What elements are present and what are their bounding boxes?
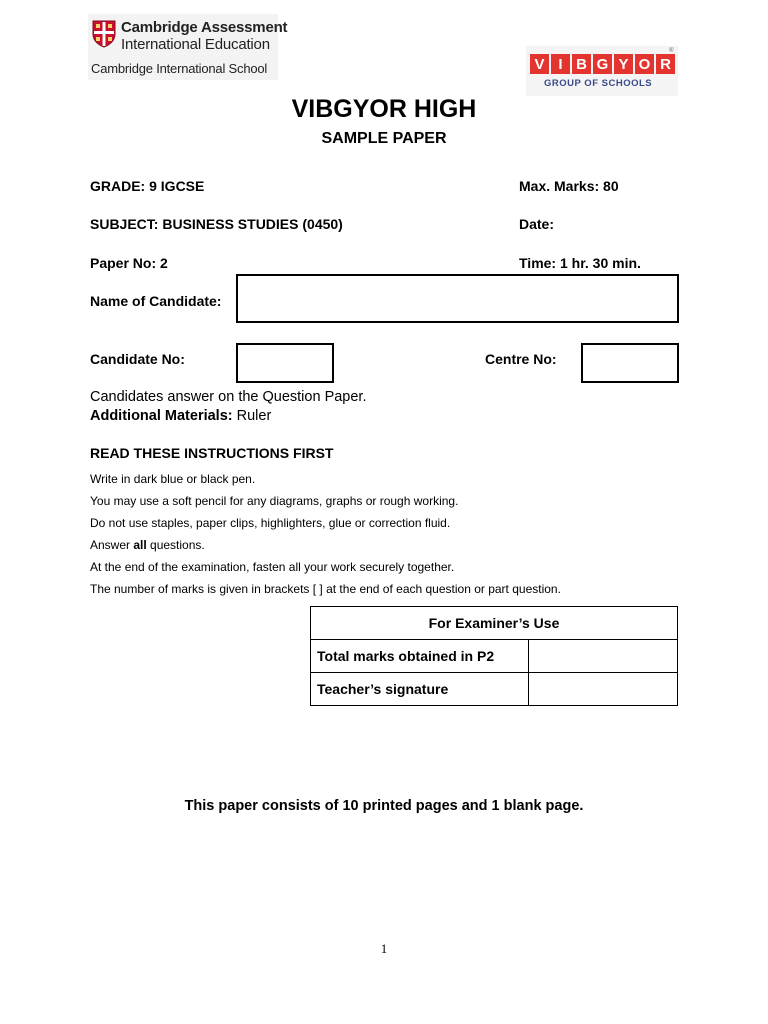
cambridge-logo <box>88 14 288 80</box>
page-title: VIBGYOR HIGH <box>291 95 477 123</box>
cambridge-logo-line3: Cambridge International School <box>91 61 268 76</box>
vibgyor-letter: I <box>551 54 570 74</box>
subject-label: SUBJECT: BUSINESS STUDIES (0450) <box>90 216 343 232</box>
vibgyor-letter: Y <box>614 54 633 74</box>
additional-materials-value: Ruler <box>232 408 272 424</box>
candidate-name-label: Name of Candidate: <box>90 293 222 309</box>
cambridge-logo-line2: International Education <box>121 36 270 53</box>
vibgyor-tagline: GROUP OF SCHOOLS <box>544 78 653 89</box>
paper-no-label: Paper No: 2 <box>90 255 168 271</box>
instruction-item: Write in dark blue or black pen. <box>90 472 256 486</box>
instructions-heading: READ THESE INSTRUCTIONS FIRST <box>90 445 334 461</box>
cambridge-logo-line1: Cambridge Assessment <box>121 19 288 36</box>
candidate-name-box[interactable] <box>236 274 679 323</box>
time-label: Time: 1 hr. 30 min. <box>519 255 641 271</box>
max-marks-label: Max. Marks: 80 <box>519 178 619 194</box>
teacher-signature-label: Teacher’s signature <box>311 673 529 706</box>
table-row <box>311 673 678 706</box>
instruction-answer-pre: Answer <box>90 538 134 552</box>
instruction-answer-post: questions. <box>146 538 205 552</box>
teacher-signature-cell[interactable] <box>529 673 678 706</box>
grade-label: GRADE: 9 IGCSE <box>90 178 205 194</box>
instruction-answer-all: all <box>133 538 147 552</box>
vibgyor-letter: V <box>530 54 549 74</box>
page-number: 1 <box>380 941 388 956</box>
answer-on-paper-text: Candidates answer on the Question Paper. <box>90 389 367 405</box>
instruction-item <box>90 538 205 552</box>
candidate-no-box[interactable] <box>236 343 334 383</box>
page-subtitle: SAMPLE PAPER <box>321 130 447 147</box>
vibgyor-letters <box>530 54 675 74</box>
vibgyor-letter: G <box>593 54 612 74</box>
table-row <box>311 640 678 673</box>
vibgyor-logo <box>526 46 678 96</box>
cambridge-crest-icon <box>92 20 116 48</box>
total-marks-cell[interactable] <box>529 640 678 673</box>
instruction-item: Do not use staples, paper clips, highlighters, glue or correction fluid. <box>90 516 451 530</box>
instruction-item: At the end of the examination, fasten all your work securely together. <box>90 560 455 574</box>
centre-no-label: Centre No: <box>485 351 557 367</box>
date-label: Date: <box>519 216 555 232</box>
vibgyor-letter: B <box>572 54 591 74</box>
centre-no-box[interactable] <box>581 343 679 383</box>
examiner-use-table <box>310 606 678 706</box>
additional-materials-line <box>90 408 271 424</box>
instruction-item: The number of marks is given in brackets [ ] at the end of each question or part question. <box>90 582 561 596</box>
page-count-note: This paper consists of 10 printed pages and 1 blank page. <box>184 798 584 814</box>
candidate-no-label: Candidate No: <box>90 351 185 367</box>
vibgyor-letter: R <box>656 54 675 74</box>
additional-materials-label: Additional Materials: <box>90 408 233 424</box>
total-marks-label: Total marks obtained in P2 <box>311 640 529 673</box>
vibgyor-letter: O <box>635 54 654 74</box>
table-row <box>311 607 678 640</box>
instruction-item: You may use a soft pencil for any diagrams, graphs or rough working. <box>90 494 459 508</box>
registered-mark: ® <box>669 48 674 54</box>
examiner-table-header: For Examiner’s Use <box>311 607 678 640</box>
